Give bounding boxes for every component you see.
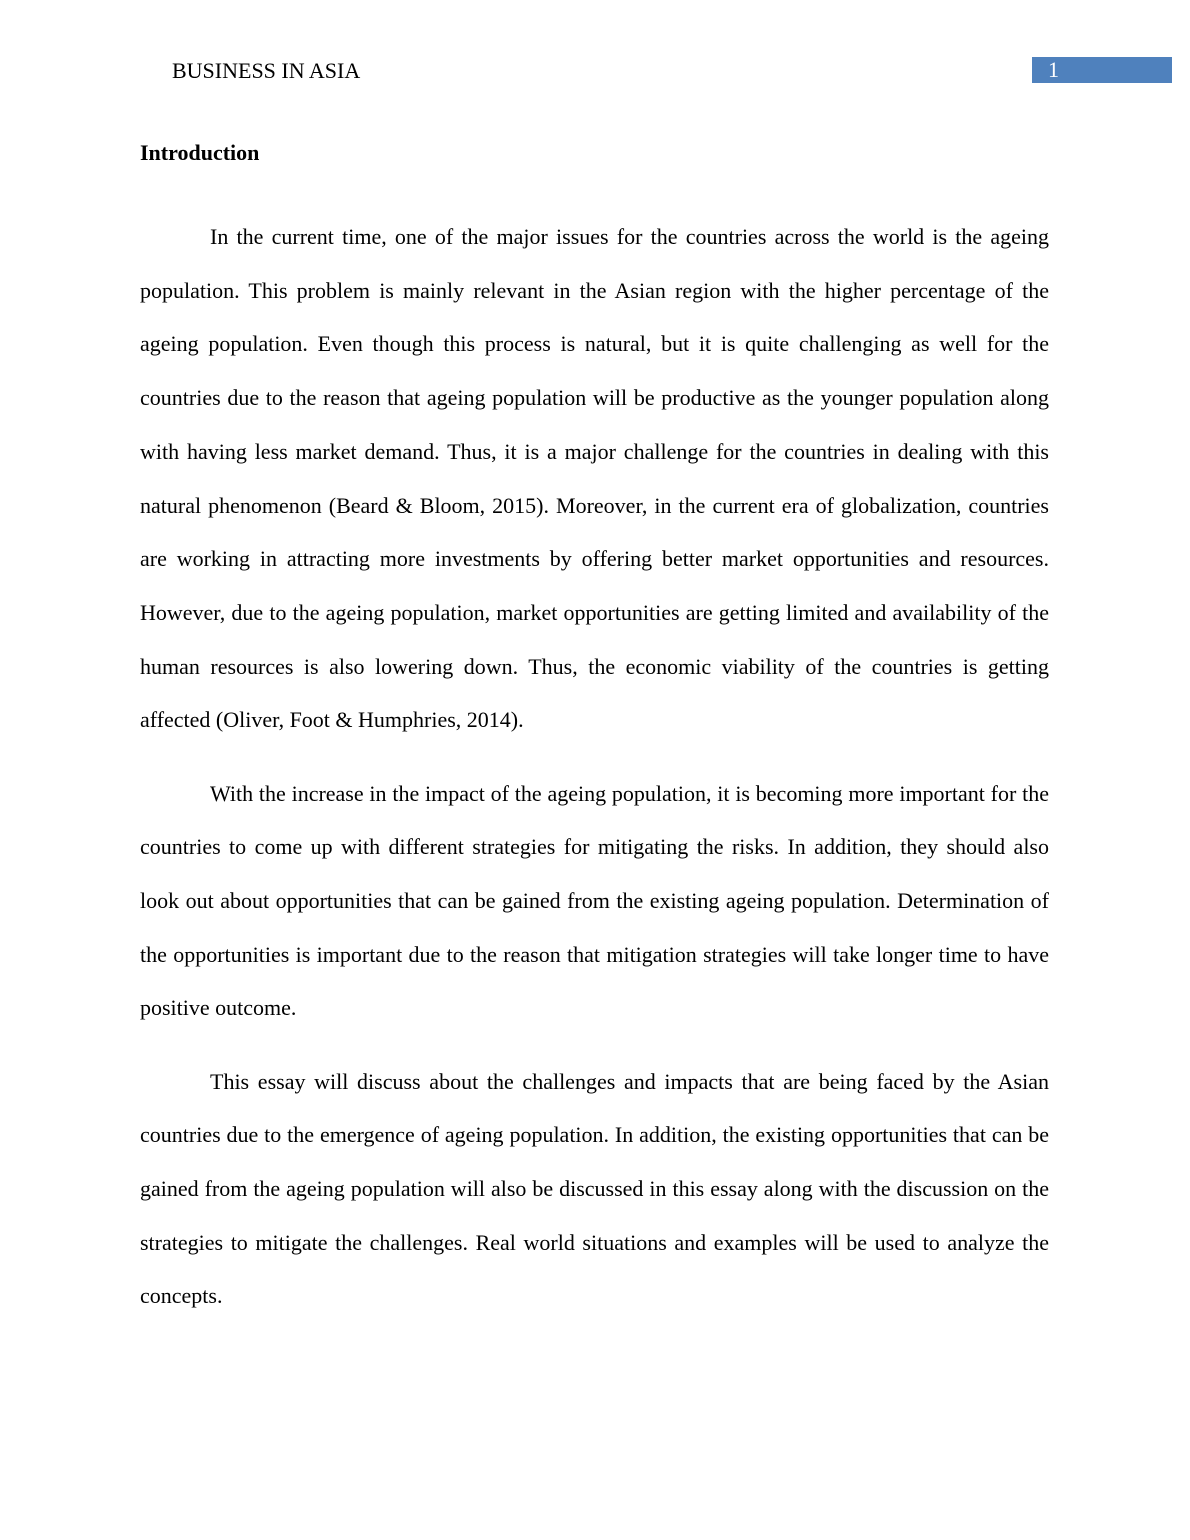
paragraph-2: With the increase in the impact of the ageing population, it is becoming more important for the countries to come up with different strategies for mitigating the risks. In addition, they should also look out about opportunities that can be gained from the existing ageing population. Determination of the opportunities is important due to the reason that mitigation strategies will take longer time to have positive outcome.: [140, 780, 1049, 1021]
section-heading: Introduction: [140, 140, 260, 165]
page-number: 1: [1048, 57, 1059, 82]
paragraph-1: In the current time, one of the major issues for the countries across the world is the ageing population. This problem is mainly relevant in the Asian region with the higher percentage of the ageing population. Even though this process is natural, but it is quite challenging as well for the countries due to the reason that ageing population will be productive as the younger population along with having less market demand. Thus, it is a major challenge for the countries in dealing with this natural phenomenon (Beard & Bloom, 2015). Moreover, in the current era of globalization, countries are working in attracting more investments by offering better market opportunities and resources. However, due to the ageing population, market opportunities are getting limited and availability of the human resources is also lowering down. Thus, the economic viability of the countries is getting affected (Oliver, Foot & Humphries, 2014).: [140, 224, 1049, 733]
document-body: [140, 138, 1049, 1343]
paragraph-3: This essay will discuss about the challenges and impacts that are being faced by the Asian countries due to the emergence of ageing population. In addition, the existing opportunities that can be gained from the ageing population will also be discussed in this essay along with the discussion on the strategies to mitigate the challenges. Real world situations and examples will be used to analyze the concepts.: [140, 1068, 1049, 1309]
page-number-box: [1032, 57, 1172, 83]
running-head: BUSINESS IN ASIA: [172, 58, 361, 83]
